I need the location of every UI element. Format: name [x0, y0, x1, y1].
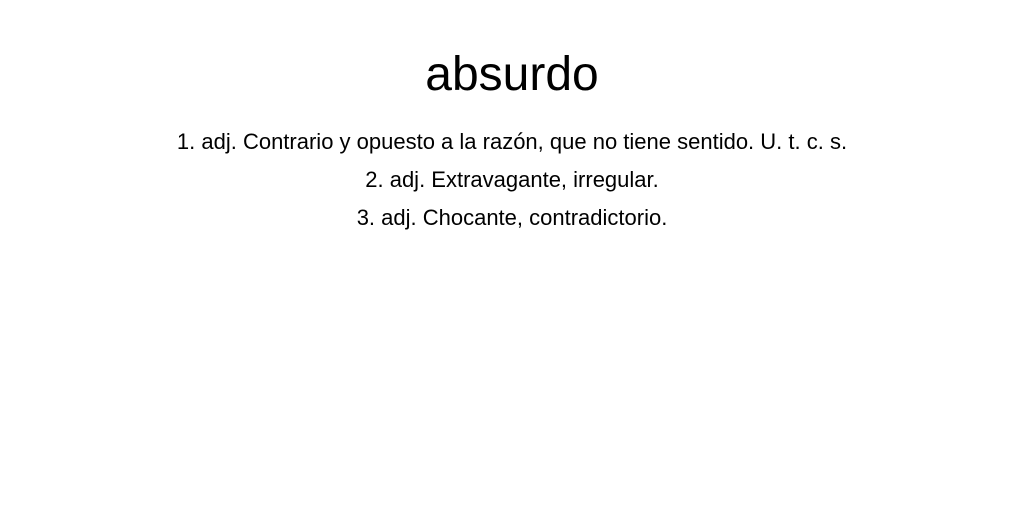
definition-1: 1. adj. Contrario y opuesto a la razón, que no tiene sentido. U. t. c. s. — [176, 129, 848, 154]
definition-2: 2. adj. Extravagante, irregular. — [365, 167, 659, 192]
definition-3: 3. adj. Chocante, contradictorio. — [356, 205, 668, 230]
dictionary-entry — [0, 0, 1024, 237]
entry-word: absurdo — [425, 48, 599, 101]
definition-list — [0, 123, 1024, 237]
